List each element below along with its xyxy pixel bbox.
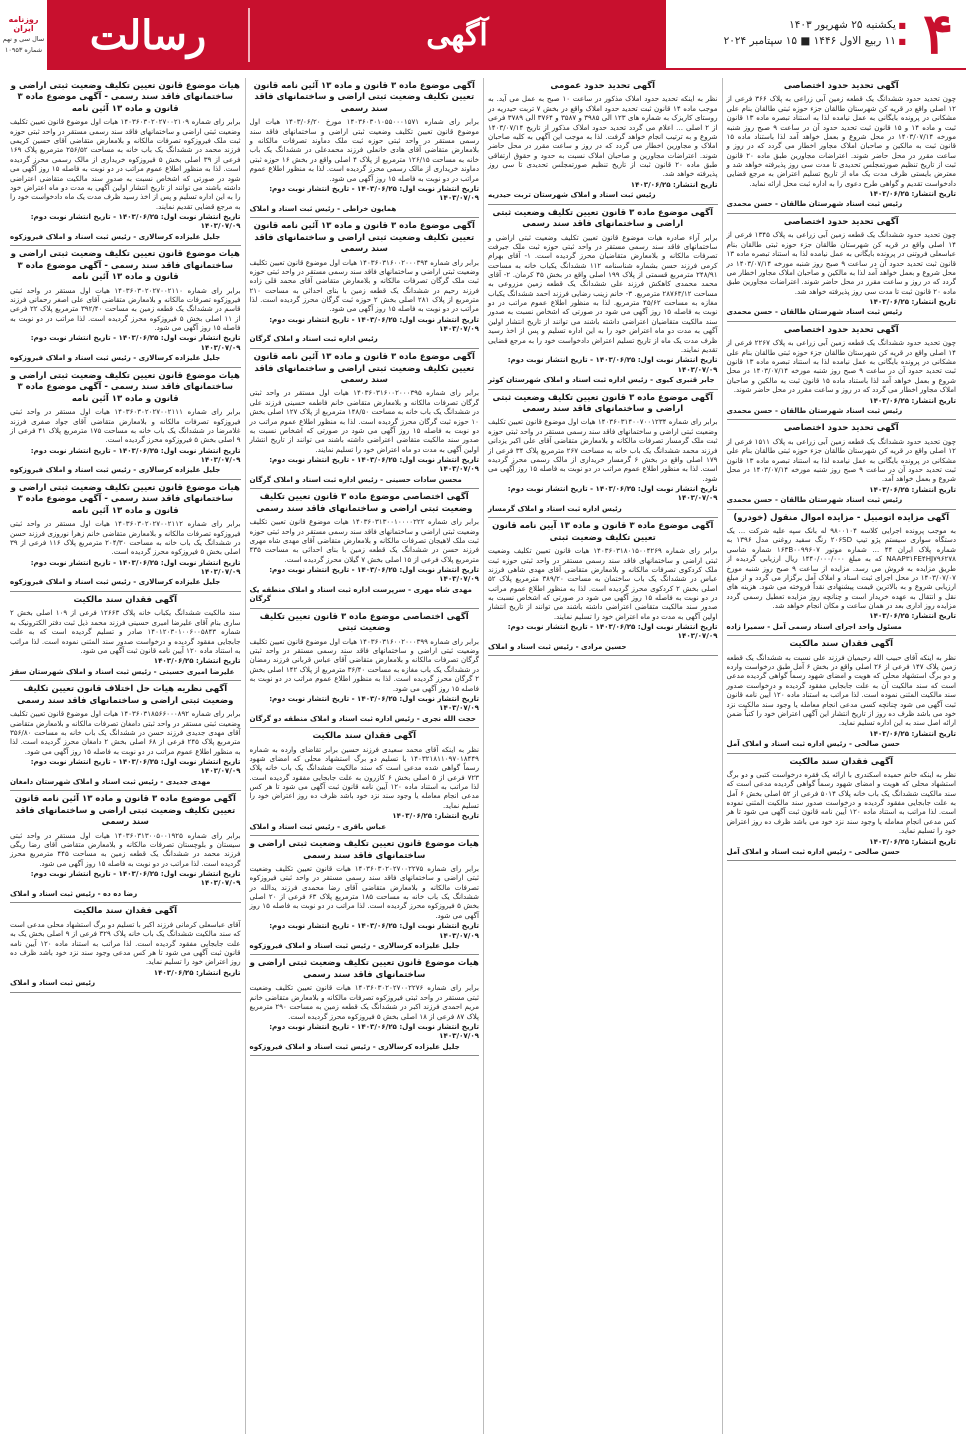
classified-ad <box>488 78 718 205</box>
ad-signature: رئیس ثبت اسناد شهرستان طالقان - حسن محمدی <box>726 307 903 317</box>
ad-body: برابر رای شماره ۱۴۰۳۶۰۳۱۶۰۰۲۰۰۰۳۹۵ هیات اول مستقر در واحد ثبتی گرگان تصرفات مالکانه و بلامعارض متقاضی خانم فاطمه حسینی فرزند علی در ششدانگ یک باب خانه به مساحت ۱۴۸/۵۰ مترمربع از پلاک ۱۲۷ اصلی بخش ۱۰ حوزه ثبت گرگان محرز گردیده است. لذا به منظور اطلاع عموم مراتب در دو نوبت به فاصله ۱۵ روز آگهی می شود در صورتی که اشخاص نسبت به صدور سند مالکیت متقاضی اعتراضی داشته باشند می توانند از تاریخ انتشار اولین آگهی به مدت دو ماه اعتراض خود را تسلیم نمایند. <box>249 388 479 454</box>
ad-date: تاریخ انتشار: ۱۴۰۳/۰۶/۲۵ <box>153 656 241 666</box>
classified-ad <box>488 205 718 390</box>
ad-body: نظر به اینکه آقای حبیب الله رحیمیان فرزند علی نسبت به ششدانگ یک قطعه زمین پلاک ۱۴۷ فرعی از ۲۶ اصلی واقع در بخش ۶ آمل طبق درخواست وارده و دو برگ استشهاد محلی که هویت و امضای شهود رسماً گواهی گردیده مدعی است که سند مالکیت آن به علت جابجایی مفقود گردیده و درخواست صدور سند مالکیت المثنی نموده است. لذا مراتب به استناد ماده ۱۲۰ آیین نامه قانون ثبت آگهی می شود چنانچه کسی مدعی انجام معامله یا وجود سند مالکیت نزد خود می باشد ظرف ده روز از تاریخ انتشار این آگهی اعتراض خود را کتباً ضمن ارائه اصل سند به این اداره تسلیم نماید. <box>726 652 957 728</box>
ad-date: تاریخ انتشار نوبت اول: ۱۴۰۳/۰۶/۲۵ - تاریخ انتشار نوبت دوم: ۱۴۰۳/۰۷/۰۹ <box>30 445 241 464</box>
ad-date: تاریخ انتشار: ۱۴۰۳/۰۶/۲۵ <box>869 189 956 199</box>
classified-ad <box>250 836 480 955</box>
ad-title: آگهی نظریه هیات حل اختلاف قانون تعیین تکلیف وضعیت ثبتی اراضی و ساختمانهای فاقد سند رسمی <box>17 684 234 706</box>
ad-title: آگهی موضوع ماده ۳ قانون تعیین تکلیف وضعیت ثبتی اراضی و ساختمانهای فاقد سند رسمی <box>492 207 714 230</box>
classified-ad <box>10 791 241 903</box>
ad-body: برابر رای شماره ۱۴۰۳۶۰۳۱۴۰۰۷۰۰۱۲۳۴ هیات اول موضوع قانون تعیین تکلیف وضعیت ثبتی اراضی و ساختمانهای فاقد سند رسمی مستقر در واحد ثبتی حوزه ثبت ملک گرمسار تصرفات مالکانه و بلامعارض متقاضی آقای علی اکبر یزدانی فرزند محمد ششدانگ یک باب خانه به مساحت ۲۶۷ مترمربع پلاک ۳۴ فرعی از ۱۷۹ اصلی واقع در بخش ۶ گرمسار خریداری از مالک رسمی محرز گردیده است. لذا به منظور اطلاع عموم مراتب در دو نوبت به فاصله ۱۵ روز آگهی می شود. <box>488 417 718 483</box>
ad-date: تاریخ انتشار: ۱۴۰۳/۰۶/۲۵ <box>153 967 241 977</box>
ad-date: تاریخ انتشار نوبت اول: ۱۴۰۳/۰۶/۲۵ - تاریخ انتشار نوبت دوم: ۱۴۰۳/۰۷/۰۹ <box>269 693 479 713</box>
ad-title: هیات موضوع قانون تعیین تکلیف وضعیت ثبتی اراضی و ساختمانهای فاقد سند رسمی <box>249 839 479 861</box>
ad-body: به موجب پرونده اجرایی کلاسه ۹۸۰۰۱۰۴ له بانک سپه علیه شرکت ... یک دستگاه سواری سیستم پژو تیپ ۲۰۶SD رنگ سفید روغنی مدل ۱۳۹۶ به شماره پلاک ایران ۴۴ ... شماره موتور ۱۶۳B۰۰۹۹۶۰۷ شماره شاسی NAAP۳۱FE۴HJ۷۹۶۲۷۸ که به مبلغ ۱۴۴۰/۰۰۰/۰۰۰ ریال ارزیابی گردیده از طریق مزایده به فروش می رسد. مزایده از ساعت ۹ صبح روز شنبه مورخ ۱۴۰۳/۰۷/۰۷ در محل اجرای ثبت اسناد و املاک آمل برگزار می گردد و از مبلغ ارزیابی شروع و به بالاترین قیمت پیشنهادی نقداً فروخته می شود. هزینه های نقل و انتقال به عهده خریدار است و چنانچه روز مزایده تعطیل رسمی گردد مزایده روز اداری بعد در همان ساعت و مکان انجام خواهد شد. <box>726 526 956 610</box>
ad-body: چون تحدید حدود ششدانگ یک قطعه زمین آبی زراعی به پلاک ۱۳۴۵ فرعی از ۱۴ اصلی واقع در قریه کن شهرستان طالقان جزء حوزه ثبتی طالقان بنام عباسعلی فروتنی در پرونده بایگانی به عمل نیامده لذا به استناد تبصره ماده ۱۳ قانون ثبت تحدید حدود آن در ساعت ۹ صبح روز شنبه مورخه ۱۴۰۳/۰۷/۱۴ در محل شروع و بعمل خواهد آمد لذا به مالکین و صاحبان املاک مجاور اخطار می گردد که در روز و ساعت مقرر در محل حاضر شوند. اعتراضات مجاورین طبق ماده ۲۰ قانون ثبت تا مدت سی روز پذیرفته خواهد شد. <box>726 230 956 296</box>
ad-body: برابر رای شماره ۱۴۰۳۶۰۳۰۲۰۲۷۰۰۲۲۷۶ هیات قانون تعیین تکلیف وضعیت ثبتی مستقر در واحد ثبتی فیروزکوه تصرفات مالکانه و بلامعارض متقاضی خانم مریم احمدی فرزند اکبر در ششدانگ یک قطعه زمین به مساحت ۲۹۰ مترمربع پلاک ۸۷ فرعی از ۱۸ اصلی بخش ۵ فیروزکوه محرز گردیده است. <box>249 983 479 1021</box>
ad-title: آگهی فقدان سند مالکیت <box>789 639 893 650</box>
classified-ad <box>727 420 957 509</box>
ad-body: نظر به اینکه آقای محمد سعیدی فرزند حسین برابر تقاضای وارده به شماره ۱۴۰۳۲۱۸۱۱۰۹۷۰۱۸۴۴۹ با تسلیم دو برگ استشهاد محلی که امضای شهود رسماً گواهی شده مدعی است که سند مالکیت ششدانگ یک باب خانه پلاک ۷۲۳ فرعی از ۵ اصلی بخش ۶ کازرون به علت جابجایی مفقود گردیده است. لذا مراتب به استناد ماده ۱۲۰ آیین نامه قانون ثبت آگهی می شود تا هر کس مدعی انجام معامله یا وجود سند نزد خود باشد ظرف ده روز اعتراض خود را تسلیم نماید. <box>249 744 479 810</box>
issue-number: شماره ۱۰۹۵۳ <box>4 45 43 54</box>
ad-body: چون تحدید حدود ششدانگ یک قطعه زمین آبی زراعی به پلاک ۲۲۶۷ فرعی از ۱۴ اصلی واقع در قریه کن شهرستان طالقان جزء حوزه ثبتی طالقان بنام علی مشکانی در پرونده بایگانی به عمل نیامده لذا به استناد تبصره ماده ۱۳ قانون ثبت تحدید حدود آن در ساعت ۹ صبح روز شنبه مورخه ۱۴۰۳/۰۷/۱۴ در محل شروع و بعمل خواهد آمد لذا باستناد ماده ۱۵ قانون ثبت به مالکین و صاحبان املاک مجاور اخطار می گردد که در روز و ساعت مقرر در محل حاضر شوند. <box>726 338 956 395</box>
ad-signature: مهدی شاه مهری - سرپرست اداره ثبت اسناد و املاک منطقه یک گرگان <box>249 584 472 604</box>
classified-ad <box>250 728 480 836</box>
date-other: ■ ۱۱ ربیع الاول ۱۴۴۶ ■ ۱۵ سپتامبر ۲۰۲۴ <box>724 34 906 50</box>
ad-signature: حسین مرادی - رئیس ثبت اسناد و املاک <box>488 641 627 651</box>
ad-signature: مهدی جدیدی - رئیس ثبت اسناد و املاک شهرستان دامغان <box>10 776 211 786</box>
ad-date: تاریخ انتشار نوبت اول: ۱۴۰۳/۰۶/۲۵ - تاریخ انتشار نوبت دوم: ۱۴۰۳/۰۷/۰۹ <box>269 314 479 334</box>
ad-body: نظر به اینکه خانم حمیده اسکندری با ارائه یک فقره درخواست کتبی و دو برگ استشهاد محلی که هویت و امضای شهود رسماً گواهی گردیده مدعی است که سند مالکیت ششدانگ یک باب خانه پلاک ۵۰۱۴ فرعی از ۵۲ اصلی بخش ۶ آمل به علت جابجایی مفقود گردیده و درخواست صدور سند مالکیت المثنی نموده است. لذا مراتب به استناد ماده ۱۲۰ آیین نامه قانون ثبت آگهی می شود تا هر کس مدعی انجام معامله یا وجود سند نزد خود می باشد ظرف ده روز اعتراض خود را تسلیم نماید. <box>726 769 957 836</box>
ad-date: تاریخ انتشار نوبت اول: ۱۴۰۳/۰۶/۲۵ - تاریخ انتشار نوبت دوم: ۱۴۰۳/۰۷/۰۹ <box>30 869 241 888</box>
ad-signature: رضا ده ده - رئیس ثبت اسناد و املاک <box>10 888 138 898</box>
ad-date: تاریخ انتشار نوبت اول: ۱۴۰۳/۰۶/۲۵ - تاریخ انتشار نوبت دوم: ۱۴۰۳/۰۷/۰۹ <box>269 183 479 203</box>
ad-signature: حسن صالحی - رئیس اداره ثبت اسناد و املاک آمل <box>726 738 901 748</box>
ad-signature: رئیس اداره ثبت اسناد و املاک گرمسار <box>488 503 622 513</box>
ad-signature: همایون خراطی - رئیس ثبت اسناد و املاک <box>249 203 397 213</box>
ad-date: تاریخ انتشار: ۱۴۰۳/۰۶/۲۵ <box>392 811 479 821</box>
ad-title: آگهی اختصاصی موضوع ماده ۳ قانون تعیین تکلیف وضعیت ثبتی <box>259 611 469 634</box>
ad-body: برابر رای شماره ۱۴۰۳۶۰۳۱۳۰۰۵۰۰۱۹۲۵ هیات اول مستقر در واحد ثبتی سیستان و بلوچستان تصرفات مالکانه و بلامعارض متقاضی آقای رضا ریگی فرزند محمد در ششدانگ یک قطعه زمین به مساحت ۴۴۵ مترمربع محرز گردیده است. لذا مراتب در دو نوبت به فاصله ۱۵ روز آگهی می شود. <box>10 830 241 868</box>
date-shamsi: ■ یکشنبه ۲۵ شهریور ۱۴۰۳ <box>724 18 906 34</box>
newspaper-logo: رسالت <box>89 11 207 59</box>
ad-body: چون تحدید حدود ششدانگ یک قطعه زمین آبی زراعی به پلاک ۱۵۱۱ فرعی از ۱۲ اصلی واقع در قریه کن شهرستان طالقان جزء حوزه ثبتی طالقان بنام علی مشکانی در پرونده بایگانی به عمل نیامده لذا به استناد تبصره ماده ۱۳ قانون ثبت تحدید حدود آن در ساعت ۹ صبح روز شنبه مورخه ۱۴۰۳/۰۷/۱۴ در محل شروع و بعمل خواهد آمد. <box>726 436 956 484</box>
ad-signature: حجت الله نجری - رئیس اداره ثبت اسناد و املاک منطقه دو گرگان <box>249 713 476 723</box>
ad-date: تاریخ انتشار نوبت اول: ۱۴۰۳/۰۶/۲۵ - تاریخ انتشار نوبت دوم: ۱۴۰۳/۰۷/۰۹ <box>507 355 718 374</box>
ad-signature: جلیل علیزاده کرسالاری - رئیس ثبت اسناد و املاک فیروزکوه <box>249 940 460 950</box>
classified-ad <box>250 78 480 218</box>
ad-signature: عباس باقری - رئیس ثبت اسناد و املاک <box>249 821 387 831</box>
ad-title: هیات موضوع قانون تعیین تکلیف وضعیت ثبتی اراضی و ساختمانهای فاقد سند رسمی - آگهی موضوع ماده ۳ قانون و ماده ۱۳ آئین نامه <box>10 249 240 283</box>
ad-signature: جابر قنبری کیوی - رئیس اداره ثبت اسناد و املاک شهرستان کوثر <box>488 374 715 384</box>
ad-title: آگهی تحدید حدود اختصاصی <box>783 324 899 335</box>
ad-signature: جلیل علیزاده کرسالاری - رئیس ثبت اسناد و املاک فیروزکوه <box>10 231 221 241</box>
ad-signature: محسن سادات حسینی - رئیس اداره ثبت اسناد و املاک گرگان <box>249 474 462 484</box>
classified-ad <box>250 489 480 609</box>
classified-ad <box>488 518 718 656</box>
ad-title: آگهی فقدان سند مالکیت <box>73 906 177 917</box>
ad-date: تاریخ انتشار نوبت اول: ۱۴۰۳/۰۶/۲۵ - تاریخ انتشار نوبت دوم: ۱۴۰۳/۰۷/۰۹ <box>269 921 479 940</box>
ad-title: آگهی فقدان سند مالکیت <box>312 731 416 742</box>
ad-date: تاریخ انتشار نوبت اول: ۱۴۰۳/۰۶/۲۵ - تاریخ انتشار نوبت دوم: ۱۴۰۳/۰۷/۰۹ <box>507 622 718 641</box>
ad-title: آگهی تحدید حدود اختصاصی <box>783 216 899 227</box>
ad-date: تاریخ انتشار: ۱۴۰۳/۰۶/۲۵ <box>869 395 956 405</box>
section-title: آگهی <box>426 17 488 53</box>
ad-date: تاریخ انتشار: ۱۴۰۳/۰۶/۲۵ <box>869 728 956 738</box>
ad-body: برابر رای شماره ۱۴۰۳۶۰۳۰۲۰۲۷۰۰۲۲۷۵ هیات قانون تعیین تکلیف وضعیت ثبتی اراضی و ساختمانهای فاقد سند رسمی مستقر در واحد ثبتی فیروزکوه تصرفات مالکانه و بلامعارض متقاضی آقای رضا محمدی فرزند یدالله در ششدانگ یک باب خانه به مساحت ۱۸۵ مترمربع پلاک ۶۳ فرعی از ۲۰ اصلی بخش ۵ فیروزکوه محرز گردیده است. لذا مراتب در دو نوبت به فاصله ۱۵ روز آگهی می شود. <box>249 864 480 920</box>
ad-title: آگهی فقدان سند مالکیت <box>73 595 177 606</box>
classified-ad <box>10 78 241 246</box>
classified-ad <box>10 681 241 791</box>
classified-ad <box>250 349 480 489</box>
ad-title: آگهی مزایده اتومبیل - مزایده اموال منقول (خودرو) <box>733 512 950 523</box>
ad-body: برابر رای شماره ۱۴۰۳۶۰۳۰۲۰۲۷۰۰۲۱۱۱ هیات اول مستقر در واحد ثبتی فیروزکوه تصرفات مالکانه و بلامعارض متقاضی آقای جواد صفری فرزند غلامرضا در ششدانگ یک باب خانه به مساحت ۱۷۵ مترمربع پلاک ۴۱ فرعی از ۹ اصلی بخش ۵ فیروزکوه محرز گردیده است. <box>10 407 241 445</box>
classified-ad <box>727 636 957 753</box>
date-block <box>666 0 966 70</box>
ad-date: تاریخ انتشار نوبت اول: ۱۴۰۳/۰۶/۲۵ - تاریخ انتشار نوبت دوم: ۱۴۰۳/۰۷/۰۹ <box>30 333 241 352</box>
ad-signature: رئیس ثبت اسناد شهرستان طالقان - حسن محمدی <box>726 495 903 505</box>
ad-signature: رئیس ثبت اسناد شهرستان طالقان - حسن محمدی <box>726 199 903 209</box>
ad-title: آگهی موضوع ماده ۳ قانون و ماده ۱۳ آئین نامه قانون تعیین تکلیف وضعیت ثبتی اراضی و ساختمانهای فاقد سند رسمی <box>253 81 475 114</box>
ad-date: تاریخ انتشار نوبت اول: ۱۴۰۳/۰۶/۲۵ - تاریخ انتشار نوبت دوم: ۱۴۰۳/۰۷/۰۹ <box>269 1021 479 1041</box>
classified-ad <box>727 322 957 421</box>
ad-date: تاریخ انتشار: ۱۴۰۳/۰۶/۲۵ <box>869 611 956 621</box>
ad-title: هیات موضوع قانون تعیین تکلیف وضعیت ثبتی اراضی و ساختمانهای فاقد سند رسمی - آگهی موضوع ماده ۳ قانون و ماده ۱۳ آئین نامه <box>10 370 240 404</box>
ad-date: تاریخ انتشار: ۱۴۰۳/۰۶/۲۵ <box>630 179 718 189</box>
ad-columns <box>6 78 960 1434</box>
ad-signature: جلیل علیزاده کرسالاری - رئیس ثبت اسناد و املاک فیروزکوه <box>249 1041 460 1051</box>
ad-body: آقای عباسعلی کرمانی فرزند اکبر با تسلیم دو برگ استشهاد محلی مدعی است که سند مالکیت ششدانگ یک باب خانه پلاک ۳۲۹ فرعی از ۹ اصلی بخش یک به علت جابجایی مفقود گردیده است. لذا مراتب به استناد ماده ۱۲۰ آیین نامه قانون ثبت آگهی می شود تا هر کس مدعی وجود سند نزد خود باشد ظرف ده روز اعتراض خود را تسلیم نماید. <box>10 919 241 967</box>
ad-date: تاریخ انتشار نوبت اول: ۱۴۰۳/۰۶/۲۵ - تاریخ انتشار نوبت دوم: ۱۴۰۳/۰۷/۰۹ <box>269 564 479 584</box>
ad-signature: رئیس ثبت اسناد شهرستان طالقان - حسن محمدی <box>726 405 903 415</box>
masthead <box>0 0 966 70</box>
page-number: ۴ <box>922 1 954 67</box>
logo-box <box>48 0 248 70</box>
ad-title: آگهی موضوع ماده ۳ قانون و ماده ۱۳ آئین نامه قانون تعیین تکلیف وضعیت ثبتی اراضی و ساختمانهای فاقد سند رسمی <box>253 352 475 385</box>
ad-signature: رئیس اداره ثبت اسناد و املاک گرگان <box>249 334 378 344</box>
classified-ad <box>488 390 718 519</box>
ad-body: برابر رای شماره ۱۴۰۳۶۰۳۱۸۵۶۶۰۰۰۸۹۲ هیات اول موضوع قانون تعیین تکلیف وضعیت ثبتی مستقر در واحد ثبتی دامغان تصرفات مالکانه و بلامعارض متقاضی آقای مهدی جدیدی فرزند حسن در ششدانگ یک باب خانه به مساحت ۳۵۶/۸۰ مترمربع پلاک ۲۴۵ فرعی از ۶۸ اصلی بخش ۲ دامغان محرز گردیده است. لذا به منظور اطلاع عموم مراتب در دو نوبت به فاصله ۱۵ روز آگهی می شود. <box>10 709 241 756</box>
classified-ad <box>10 246 241 367</box>
classified-ad <box>250 609 480 728</box>
ad-date: تاریخ انتشار نوبت اول: ۱۴۰۳/۰۶/۲۵ - تاریخ انتشار نوبت دوم: ۱۴۰۳/۰۷/۰۹ <box>30 756 241 776</box>
ad-signature: رئیس ثبت اسناد و املاک <box>10 977 96 987</box>
classified-ad <box>10 903 241 992</box>
ad-signature: حسن صالحی - رئیس اداره ثبت اسناد و املاک آمل <box>726 846 901 856</box>
ad-title: هیات موضوع قانون تعیین تکلیف وضعیت ثبتی اراضی و ساختمانهای فاقد سند رسمی - آگهی موضوع ماده ۳ قانون و ماده ۱۳ آئین نامه <box>10 81 240 114</box>
classified-ad <box>727 214 957 322</box>
classified-ad <box>10 480 241 592</box>
ad-date: تاریخ انتشار: ۱۴۰۳/۰۶/۲۵ <box>869 296 956 306</box>
ad-title: آگهی موضوع ماده ۳ قانون و ماده ۱۳ آئین نامه قانون تعیین تکلیف وضعیت ثبتی اراضی و ساختمانهای فاقد سند رسمی <box>14 794 236 828</box>
ad-date: تاریخ انتشار نوبت اول: ۱۴۰۳/۰۶/۲۵ - تاریخ انتشار نوبت دوم: ۱۴۰۳/۰۷/۰۹ <box>507 483 718 503</box>
classified-ad <box>10 592 241 681</box>
section-header <box>248 0 666 70</box>
ad-body: برابر آراء صادره هیات موضوع قانون تعیین تکلیف وضعیت ثبتی اراضی و ساختمانهای فاقد سند رسمی مستقر در واحد ثبتی حوزه ثبت ملک جیرفت تصرفات مالکانه و بلامعارض متقاضیان محرز گردیده است. ۱- آقای بهرام کرمی فرزند حسن بشماره شناسنامه ۱۱۲ ششدانگ یکباب خانه به مساحت ۲۴۸/۹۱ مترمربع قسمتی از پلاک ۱۹۹ اصلی واقع در بخش ۴۵ کرمان. ۲- آقای محمد محمدی کاهکش فرزند علی ششدانگ یک قطعه زمین مزروعی به مساحت ۲۸۷۶۳/۱۲ مترمربع. ۳- خانم زینب رضایی فرزند احمد ششدانگ یکباب مغازه به مساحت ۴۵/۶۲ مترمربع. لذا به منظور اطلاع عموم مراتب در دو نوبت به فاصله ۱۵ روز آگهی می شود در صورتی که اشخاص نسبت به صدور سند مالکیت متقاضیان اعتراضی داشته باشند می توانند از تاریخ انتشار اولین آگهی به مدت دو ماه اعتراض خود را به این اداره تسلیم و پس از اخذ رسید ظرف مدت یک ماه از تاریخ تسلیم اعتراض دادخواست خود را به مرجع قضایی تقدیم نمایند. <box>488 232 718 354</box>
ad-date: تاریخ انتشار: ۱۴۰۳/۰۶/۲۵ <box>869 836 956 846</box>
classified-ad <box>727 754 957 862</box>
column-4 <box>6 78 245 1434</box>
ad-body: برابر رای شماره ۱۴۰۳۶۰۳۰۲۰۲۷۰۰۲۱۱۲ هیات اول مستقر در واحد ثبتی فیروزکوه تصرفات مالکانه و بلامعارض متقاضی خانم زهرا نوروزی فرزند حسن در ششدانگ یک باب خانه به مساحت ۲۰۴/۳۰ مترمربع پلاک ۱۱۶ فرعی از ۳۹ اصلی بخش ۵ فیروزکوه محرز گردیده است. <box>10 519 241 557</box>
ad-body: چون تحدید حدود ششدانگ یک قطعه زمین آبی زراعی به پلاک ۳۶۶ فرعی از ۱۲ اصلی واقع در قریه کن شهرستان طالقان جزء حوزه ثبتی طالقان بنام علی مشکانی در پرونده بایگانی به عمل نیامده لذا به استناد تبصره ماده ۱۳ قانون ثبت و ماده ۱۴ و ۱۵ قانون ثبت تحدید حدود آن در ساعت ۹ صبح روز شنبه مورخه ۱۴۰۳/۰۷/۱۴ در محل شروع و بعمل خواهد آمد لذا باستناد ماده ۱۵ قانون ثبت به مالکین و صاحبان املاک مجاور اخطار می گردد که در روز و ساعت مقرر در محل حاضر شوند. اعتراضات مجاورین طبق ماده ۲۰ قانون ثبت از تاریخ تنظیم صورتمجلس تحدیدی تا مدت سی روز پذیرفته خواهد شد و معترض بایستی ظرف مدت یک ماه از تاریخ تسلیم اعتراض به مرجع قضایی دادخواست تقدیم و گواهی طرح دعوی را به اداره ثبت محل ارائه نماید. <box>726 94 956 188</box>
ad-date: تاریخ انتشار نوبت اول: ۱۴۰۳/۰۶/۲۵ - تاریخ انتشار نوبت دوم: ۱۴۰۳/۰۷/۰۹ <box>269 454 479 474</box>
column-2 <box>483 78 722 1434</box>
ad-signature: جلیل علیزاده کرسالاری - رئیس ثبت اسناد و املاک فیروزکوه <box>10 353 221 363</box>
ad-date: تاریخ انتشار نوبت اول: ۱۴۰۳/۰۶/۲۵ - تاریخ انتشار نوبت دوم: ۱۴۰۳/۰۷/۰۹ <box>30 212 241 231</box>
ad-body: برابر رای شماره ۱۴۰۳۶۰۳۱۶۰۰۲۰۰۰۳۹۴ هیات اول موضوع قانون تعیین تکلیف وضعیت ثبتی اراضی و ساختمانهای فاقد سند رسمی مستقر در واحد ثبتی حوزه ثبت ملک گرگان تصرفات مالکانه و بلامعارض متقاضی آقای محمد قلی زاده فرزند رحیم در ششدانگ یک قطعه زمین با بنای احداثی به مساحت ۲۱۰ مترمربع از پلاک ۲۸۱ اصلی بخش ۲ حوزه ثبت گرگان محرز گردیده است. لذا مراتب در دو نوبت به فاصله ۱۵ روز آگهی می شود. <box>249 257 479 314</box>
ad-body: برابر رای شماره ۱۴۰۳۶۰۳۱۳۰۰۱۰۰۰۰۲۲۲ هیات موضوع قانون تعیین تکلیف وضعیت ثبتی اراضی و ساختمانهای فاقد سند رسمی مستقر در واحد ثبتی حوزه ثبت ملک لاهیجان تصرفات مالکانه و بلامعارض متقاضی آقای مهدی شاه مهری فرزند حسن در ششدانگ یک قطعه زمین با بنای احداثی به مساحت ۴۳۵ مترمربع پلاک فرعی از ۱۵ اصلی بخش ۷ گیلان محرز گردیده است. <box>249 517 479 564</box>
ad-signature: مسئول واحد اجرای اسناد رسمی آمل - سمیرا زاده <box>726 621 902 631</box>
ad-signature: علیرضا امیری حسینی - رئیس ثبت اسناد و املاک شهرستان سقز <box>10 666 235 676</box>
ad-body: برابر رای شماره ۱۴۰۳۶۰۳۰۲۰۲۷۰۰۲۱۱۰ هیات اول مستقر در واحد ثبتی فیروزکوه تصرفات مالکانه و بلامعارض متقاضی آقای علی اصغر رحمانی فرزند قاسم در ششدانگ یک قطعه زمین به مساحت ۳۹۲/۴۰ مترمربع پلاک ۲۲ فرعی از ۱۱ اصلی بخش ۵ فیروزکوه محرز گردیده است. لذا مراتب در دو نوبت به فاصله ۱۵ روز آگهی می شود. <box>10 285 241 333</box>
ad-signature: رئیس ثبت اسناد و املاک شهرستان تربت حیدریه <box>488 190 656 200</box>
classified-ad <box>727 510 957 637</box>
brand-mini: روزنامه ایران <box>8 14 39 33</box>
volume-year: سال سی و نهم <box>2 35 45 44</box>
issue-meta <box>0 0 48 70</box>
ad-signature: جلیل علیزاده کرسالاری - رئیس ثبت اسناد و املاک فیروزکوه <box>10 465 221 475</box>
ad-title: آگهی تحدید حدود اختصاصی <box>783 81 899 91</box>
ad-title: آگهی موضوع ماده ۳ قانون تعیین تکلیف وضعیت ثبتی اراضی و ساختمانهای فاقد سند رسمی <box>492 392 714 414</box>
ad-title: آگهی موضوع ماده ۳ قانون و ماده ۱۳ آئین نامه قانون تعیین تکلیف وضعیت ثبتی اراضی و ساختمانهای فاقد سند رسمی <box>253 221 475 255</box>
ad-title: آگهی اختصاصی موضوع ماده ۳ قانون تعیین تکلیف وضعیت ثبتی اراضی و ساختمانهای فاقد سند رسمی <box>256 492 473 514</box>
ad-date: تاریخ انتشار: ۱۴۰۳/۰۶/۲۵ <box>869 484 956 494</box>
ad-title: آگهی فقدان سند مالکیت <box>789 756 893 767</box>
classified-ad <box>727 78 957 214</box>
ad-body: برابر رای شماره ۱۴۰۳۶۰۳۰۱۰۵۵۰۰۰۱۵۷۱ مورخ ۱۴۰۳/۰۶/۲۰ هیات اول موضوع قانون تعیین تکلیف وضعیت ثبتی اراضی و ساختمانهای فاقد سند رسمی مستقر در واحد ثبتی حوزه ثبت ملک دماوند تصرفات مالکانه و بلامعارض متقاضی آقای هادی خانعلی فرزند محمدعلی در ششدانگ یک باب خانه به مساحت ۱۲۶/۱۵ مترمربع از پلاک ۴ اصلی واقع در بخش ۱۶ حوزه ثبتی دماوند خریداری از مالک رسمی محرز گردیده است. لذا به منظور اطلاع عموم مراتب در دو نوبت به فاصله ۱۵ روز آگهی می شود. <box>249 117 479 183</box>
classified-ad <box>10 368 241 480</box>
ad-body: برابر رای شماره ۱۴۰۳۶۰۳۱۸۰۱۵۰۰۴۲۶۹ هیات قانون تعیین تکلیف وضعیت ثبتی اراضی و ساختمانهای فاقد سند رسمی مستقر در واحد ثبتی حوزه ثبت ملک کردکوی تصرفات مالکانه و بلامعارض متقاضی آقای مهدی شاهی فرزند عباس در ششدانگ یک باب ساختمان به مساحت ۳۸۹/۲۰ مترمربع پلاک ۵۲ اصلی بخش ۲ کردکوی محرز گردیده است. لذا به منظور اطلاع عموم مراتب در دو نوبت به فاصله ۱۵ روز آگهی می شود در صورتی که اشخاص نسبت به صدور سند مالکیت متقاضی اعتراضی داشته باشند می توانند از تاریخ انتشار اولین آگهی به مدت دو ماه اعتراض خود را تسلیم نمایند. <box>488 546 718 621</box>
ad-signature: جلیل علیزاده کرسالاری - رئیس ثبت اسناد و املاک فیروزکوه <box>10 577 221 587</box>
ad-title: آگهی تحدید حدود اختصاصی <box>783 423 899 434</box>
column-1 <box>722 78 961 1434</box>
column-3 <box>245 78 484 1434</box>
ad-title: هیات موضوع قانون تعیین تکلیف وضعیت ثبتی اراضی و ساختمانهای فاقد سند رسمی - آگهی موضوع ماده ۳ قانون و ماده ۱۳ آئین نامه <box>10 482 240 516</box>
classified-ad <box>250 955 480 1056</box>
ad-title: هیات موضوع قانون تعیین تکلیف وضعیت ثبتی اراضی و ساختمانهای فاقد سند رسمی <box>249 958 479 980</box>
ad-title: آگهی موضوع ماده ۳ قانون و ماده ۱۳ آیین نامه قانون تعیین تکلیف وضعیت ثبتی <box>492 521 714 543</box>
ad-body: سند مالکیت ششدانگ یکباب خانه پلاک ۱۲۶۶۳ فرعی از ۱۰۹ اصلی بخش ۲ ساری بنام آقای علیرضا امیری حسینی فرزند محمد ذیل ثبت دفتر الکترونیک به شماره ۱۴۰۱۲۰۳۰۱۰۰۶۰۰۵۸۴۳ صادر و تسلیم گردیده است که به علت جابجایی مفقود گردیده و درخواست صدور سند المثنی نموده است. لذا مراتب به استناد ماده ۱۲۰ آیین نامه قانون ثبت آگهی می شود. <box>10 608 241 655</box>
ad-date: تاریخ انتشار نوبت اول: ۱۴۰۳/۰۶/۲۵ - تاریخ انتشار نوبت دوم: ۱۴۰۳/۰۷/۰۹ <box>30 557 241 577</box>
ad-body: برابر رای شماره ۱۴۰۳۶۰۳۱۶۰۰۲۰۰۰۳۹۹ هیات اول موضوع قانون تعیین تکلیف وضعیت ثبتی اراضی و ساختمانهای فاقد سند رسمی مستقر در واحد ثبتی گرگان تصرفات مالکانه و بلامعارض متقاضی آقای عباس قربانی فرزند رمضان در ششدانگ یک باب مغازه به مساحت ۳۶/۴۰ مترمربع از پلاک ۱۴۲ اصلی بخش ۲ گرگان محرز گردیده است. لذا به منظور اطلاع عموم مراتب در دو نوبت به فاصله ۱۵ روز آگهی می شود. <box>249 636 479 693</box>
ad-body: برابر رای شماره ۱۴۰۳۶۰۳۰۲۰۲۷۰۰۲۱۰۹ هیات اول موضوع قانون تعیین تکلیف وضعیت ثبتی اراضی و ساختمانهای فاقد سند رسمی مستقر در واحد ثبتی حوزه ثبت ملک فیروزکوه تصرفات مالکانه و بلامعارض متقاضی آقای حسین کریمی فرزند محمد در ششدانگ یک باب خانه به مساحت ۲۵۶/۵۲ مترمربع پلاک ۱۶۹ فرعی از ۳۹ اصلی بخش ۵ فیروزکوه خریداری از مالک رسمی محرز گردیده است. لذا به منظور اطلاع عموم مراتب در دو نوبت به فاصله ۱۵ روز آگهی می شود در صورتی که اشخاص نسبت به صدور سند مالکیت متقاضی اعتراضی داشته باشند می توانند از تاریخ انتشار اولین آگهی به مدت دو ماه اعتراض خود را به این اداره تسلیم و پس از اخذ رسید ظرف مدت یک ماه دادخواست خود را به مرجع قضایی تقدیم نمایند. <box>10 117 241 211</box>
classified-ad <box>250 218 480 349</box>
ad-body: نظر به اینکه تحدید حدود املاک مذکور در ساعت ۱۰ صبح به عمل می آید. به موجب ماده ۱۴ قانون ثبت تحدید حدود املاک واقع در بخش ۷ تربت حیدریه در روستای کاریزک به شماره های ۱۲۳ الی ۳۹۸۵ و ۳۵۸۷ و ۳۷۶۴ الی ۳۷۸۹ فرعی از ۲ اصلی ... اعلام می گردد تحدید حدود املاک مذکور از تاریخ ۱۴۰۳/۰۷/۱۴ شروع و به ترتیب انجام خواهد گرفت. لذا به موجب این آگهی به کلیه صاحبان املاک و مجاورین اخطار می گردد که در روز و ساعت مقرر در محل حاضر شوند. اعتراضات مجاورین و صاحبان املاک نسبت به حدود و حقوق ارتفاقی طبق ماده ۲۰ قانون ثبت از تاریخ تنظیم صورتمجلس تحدیدی تا سی روز پذیرفته خواهد شد. <box>488 94 718 179</box>
ad-title: آگهی تحدید حدود عمومی <box>550 81 656 91</box>
